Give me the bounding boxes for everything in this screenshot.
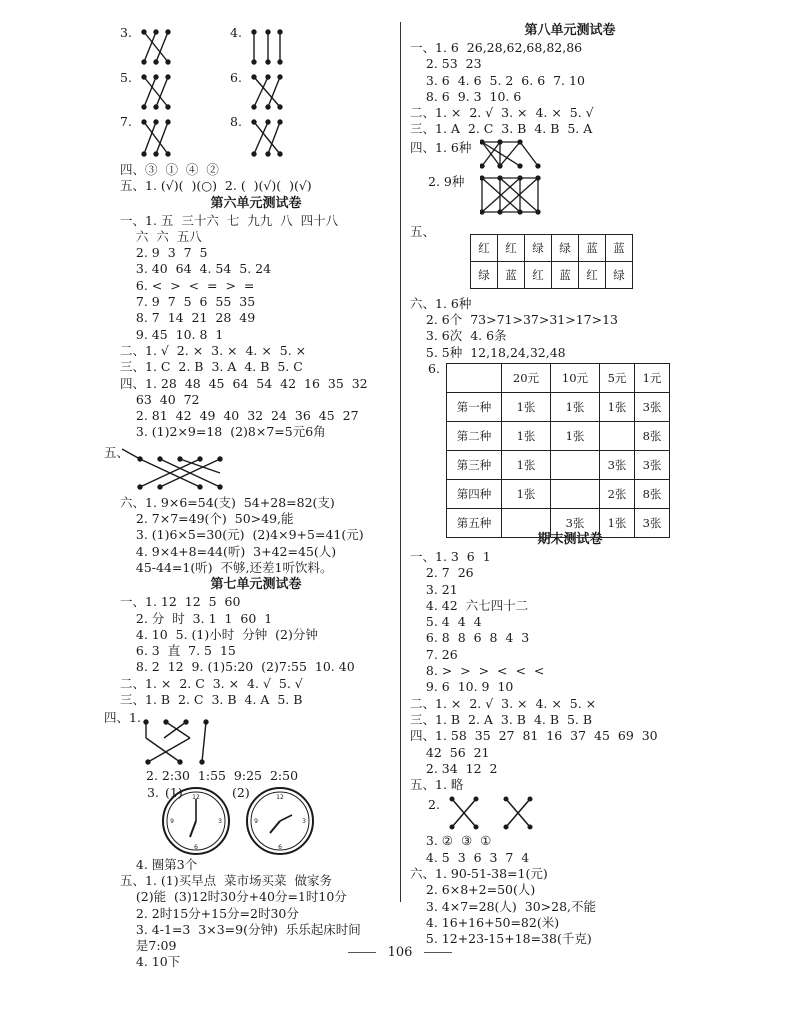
answer-line: 3. 4×7=28(人) 30>28,不能 [410, 898, 597, 914]
answer-line: 二、1. × 2. √ 3. × 4. × 5. × [410, 695, 597, 711]
matching-figures-grid [120, 22, 392, 162]
table-header-cell: 10元 [551, 363, 600, 392]
u7-clocks-figure [120, 785, 392, 857]
answer-line: 45-44=1(听) 不够,还差1听饮料。 [120, 559, 333, 575]
answer-line: 五、1. (1)买早点 菜市场买菜 做家务 [120, 872, 333, 888]
table-cell: 1张 [551, 421, 600, 450]
answer-line: 2. 7 26 [410, 565, 474, 581]
table-cell: 绿 [525, 234, 552, 261]
answer-line: 6. < > < = > = [120, 277, 255, 293]
table-header-cell: 5元 [600, 363, 635, 392]
table-cell: 8张 [635, 421, 670, 450]
unit7-answers [120, 594, 392, 708]
answer-line: 9. 6 10. 9 10 [410, 679, 514, 695]
color-table [470, 234, 633, 289]
u8-q4-1-label: 四、1. 6种 [410, 139, 472, 155]
table-row [447, 392, 670, 421]
answer-line: 63 40 72 [120, 391, 200, 407]
answer-line: 三、1. B 2. C 3. B 4. A 5. B [120, 692, 303, 708]
table-row [447, 479, 670, 508]
answer-line: 3. 6 4. 6 5. 2 6. 6 7. 10 [410, 72, 585, 88]
unit6-title: 第六单元测试卷 [210, 195, 302, 211]
svg-text:3: 3 [302, 817, 306, 825]
table-cell: 8张 [635, 479, 670, 508]
table-cell: 绿 [552, 234, 579, 261]
left-column [104, 22, 392, 971]
right-column [410, 22, 730, 948]
unit6-answers-part2 [120, 495, 392, 576]
answer-line: 4. 16+16+50=82(米) [410, 914, 560, 930]
answer-line: 四、1. 58 35 27 81 16 37 45 69 30 [410, 728, 658, 744]
u8-q4-figure [410, 138, 730, 218]
answer-line: 42 56 21 [410, 744, 490, 760]
answer-line: 6. 3 直 7. 5 15 [120, 643, 236, 659]
u8-q5-block [410, 218, 730, 296]
answer-line: 六、1. 9×6=54(支) 54+28=82(支) [120, 494, 335, 510]
u7-times: 2. 2:30 1:55 9:25 2:50 [146, 768, 299, 784]
answer-line: 四、1. 28 48 45 64 54 42 16 35 32 [120, 375, 368, 391]
u7-q4-lines [120, 708, 240, 768]
answer-line: 2. 2时15分+15分=2时30分 [120, 905, 299, 921]
table-cell: 第三种 [447, 450, 502, 479]
final-q5-2-figure [410, 793, 730, 833]
table-cell: 第二种 [447, 421, 502, 450]
svg-text:6: 6 [278, 843, 282, 851]
answer-line: 2. 7×7=49(个) 50>49,能 [120, 511, 294, 527]
unit8-answers [410, 40, 730, 138]
answer-line: 5. 4 4 4 [410, 614, 482, 630]
u6-q5-label: 五、 [104, 444, 130, 460]
table-cell: 3张 [600, 450, 635, 479]
answer-line: 二、1. × 2. √ 3. × 4. × 5. √ [410, 105, 594, 121]
table-header-cell: 1元 [635, 363, 670, 392]
u7-q4-figure [104, 708, 392, 768]
table-cell: 1张 [600, 508, 635, 537]
answer-line: 六、1. 6种 [410, 295, 472, 311]
answer-line: 2. 分 时 3. 1 1 60 1 [120, 610, 273, 626]
answer-line: (2)能 (3)12时30分+40分=1时10分 [120, 889, 347, 905]
u7-q4-label: 四、1. [104, 710, 141, 726]
table-row [447, 421, 670, 450]
q8-label: 8. [230, 114, 242, 129]
answer-line: 2. 9 3 7 5 [120, 245, 208, 261]
clock2-label: (2) [232, 784, 250, 800]
money-table [446, 363, 670, 538]
answer-line: 7. 9 7 5 6 55 35 [120, 294, 256, 310]
answer-line: 8. 7 14 21 28 49 [120, 310, 256, 326]
table-cell: 第四种 [447, 479, 502, 508]
svg-text:12: 12 [192, 793, 200, 801]
q6-label: 6. [230, 70, 242, 85]
answer-line: 3. (1)6×5=30(元) (2)4×9+5=41(元) [120, 527, 364, 543]
table-cell: 绿 [471, 261, 498, 288]
table-cell [502, 508, 551, 537]
answer-line: 一、1. 12 12 5 60 [120, 594, 241, 610]
svg-text:3: 3 [218, 817, 222, 825]
answer-line: 4. 10 5. (1)小时 分钟 (2)分钟 [120, 626, 318, 642]
table-cell: 蓝 [606, 234, 633, 261]
u5-q4-answer: 四、③ ① ④ ② [120, 162, 219, 177]
answer-line: 三、1. A 2. C 3. B 4. B 5. A [410, 121, 593, 137]
table-cell: 1张 [502, 421, 551, 450]
table-cell: 1张 [502, 392, 551, 421]
final-answers-part2 [410, 833, 730, 947]
answer-line: 7. 26 [410, 646, 458, 662]
clock1-label: (1) [165, 784, 183, 800]
u6-q5-lines [120, 441, 300, 495]
answer-line: 三、1. C 2. B 3. A 4. B 5. C [120, 359, 303, 375]
table-cell: 红 [579, 261, 606, 288]
svg-text:9: 9 [170, 817, 174, 825]
answer-line: 5. 5种 12,18,24,32,48 [410, 344, 566, 360]
answer-line: 4. 5 3 6 3 7 4 [410, 849, 530, 865]
answer-line: 6. 8 8 6 8 4 3 [410, 630, 530, 646]
table-cell: 第五种 [447, 508, 502, 537]
final-cross-lines [446, 793, 606, 833]
table-row [447, 508, 670, 537]
answer-line: 3. 6次 4. 6条 [410, 328, 507, 344]
u8-q6-6-label: 6. [428, 360, 440, 376]
table-cell: 红 [498, 234, 525, 261]
table-cell: 第一种 [447, 392, 502, 421]
answer-line: 二、1. × 2. C 3. × 4. √ 5. √ [120, 675, 303, 691]
u5-q5-answer: 五、1. (√)( )(○) 2. ( )(√)( )(√) [120, 178, 312, 194]
table-cell: 蓝 [579, 234, 606, 261]
svg-text:9: 9 [254, 817, 258, 825]
matching-lines-figure [120, 22, 392, 162]
page-number: 106 [387, 945, 413, 960]
answer-line: 4. 圈第3个 [120, 856, 198, 872]
table-cell: 3张 [635, 508, 670, 537]
table-cell: 红 [471, 234, 498, 261]
answer-line: 8. 2 12 9. (1)5:20 (2)7:55 10. 40 [120, 659, 355, 675]
answer-line: 4. 10下 [120, 954, 181, 970]
table-row [447, 450, 670, 479]
clock-faces [120, 785, 340, 857]
answer-line: 2. 6个 73>71>37>31>17>13 [410, 312, 618, 328]
table-header-row [447, 363, 670, 392]
table-cell: 1张 [502, 479, 551, 508]
answer-line: 三、1. B 2. A 3. B 4. B 5. B [410, 711, 593, 727]
table-cell [551, 479, 600, 508]
final-answers [410, 549, 730, 793]
table-cell: 3张 [551, 508, 600, 537]
q5-label: 5. [120, 70, 132, 85]
table-cell [551, 450, 600, 479]
column-divider [400, 22, 401, 902]
unit7-title: 第七单元测试卷 [210, 577, 302, 593]
footer-dash-left [348, 952, 376, 953]
answer-line: 2. 34 12 2 [410, 760, 498, 776]
answer-line: 8. 6 9. 3 10. 6 [410, 88, 522, 104]
answer-line: 3. (1)2×9=18 (2)8×7=5元6角 [120, 424, 326, 440]
table-cell [600, 421, 635, 450]
answer-line: 8. > > > < < < [410, 663, 545, 679]
table-cell: 3张 [635, 392, 670, 421]
answer-line: 2. 81 42 49 40 32 24 36 45 27 [120, 408, 359, 424]
answer-line: 5. 12+23-15+18=38(千克) [410, 931, 592, 947]
footer-dash-right [424, 952, 452, 953]
table-cell: 红 [525, 261, 552, 288]
answer-line: 五、1. 略 [410, 777, 464, 793]
page-footer [0, 945, 800, 960]
u6-q5-figure [104, 441, 392, 495]
answer-line: 六、1. 90-51-38=1(元) [410, 866, 548, 882]
u8-q5-label: 五、 [410, 223, 436, 239]
u7-clock-q-label: 3. [147, 784, 159, 800]
q3-label: 3. [120, 25, 132, 40]
answer-line: 3. 40 64 4. 54 5. 24 [120, 261, 272, 277]
answer-line: 4. 42 六七四十二 [410, 597, 529, 613]
answer-line: 2. 53 23 [410, 56, 482, 72]
answer-line: 六 六 五八 [120, 228, 202, 244]
unit8-answers-part2 [410, 296, 730, 361]
svg-text:12: 12 [276, 793, 284, 801]
table-cell: 3张 [635, 450, 670, 479]
answer-line: 3. ② ③ ① [410, 833, 492, 849]
table-cell: 蓝 [498, 261, 525, 288]
table-cell: 绿 [606, 261, 633, 288]
table-cell: 蓝 [552, 261, 579, 288]
table-cell: 1张 [551, 392, 600, 421]
table-cell: 2张 [600, 479, 635, 508]
table-cell: 1张 [502, 450, 551, 479]
answer-line: 2. 6×8+2=50(人) [410, 882, 536, 898]
answer-line: 二、1. √ 2. × 3. × 4. × 5. × [120, 342, 307, 358]
final-exam-title: 期末测试卷 [537, 531, 603, 547]
table-header-cell [447, 363, 502, 392]
answer-line: 3. 21 [410, 581, 458, 597]
q7-label: 7. [120, 114, 132, 129]
u8-connection-graphs [480, 138, 630, 218]
answer-line: 一、1. 五 三十六 七 九九 八 四十八 [120, 212, 339, 228]
q4-label: 4. [230, 25, 242, 40]
table-cell: 1张 [600, 392, 635, 421]
unit6-answers [120, 213, 392, 441]
unit8-title: 第八单元测试卷 [524, 23, 616, 38]
answer-line: 3. 4-1=3 3×3=9(分钟) 乐乐起床时间 [120, 921, 361, 937]
table-header-cell: 20元 [502, 363, 551, 392]
answer-line: 一、1. 6 26,28,62,68,82,86 [410, 40, 583, 55]
answer-line: 是7:09 [120, 938, 177, 954]
answer-line: 9. 45 10. 8 1 [120, 326, 224, 342]
svg-text:6: 6 [194, 843, 198, 851]
answer-line: 4. 9×4+8=44(听) 3+42=45(人) [120, 543, 337, 559]
final-q5-2-label: 2. [428, 797, 440, 813]
answer-line: 一、1. 3 6 1 [410, 548, 491, 564]
u8-q6-6-block [410, 361, 730, 531]
u8-q4-2-label: 2. 9种 [428, 173, 465, 189]
